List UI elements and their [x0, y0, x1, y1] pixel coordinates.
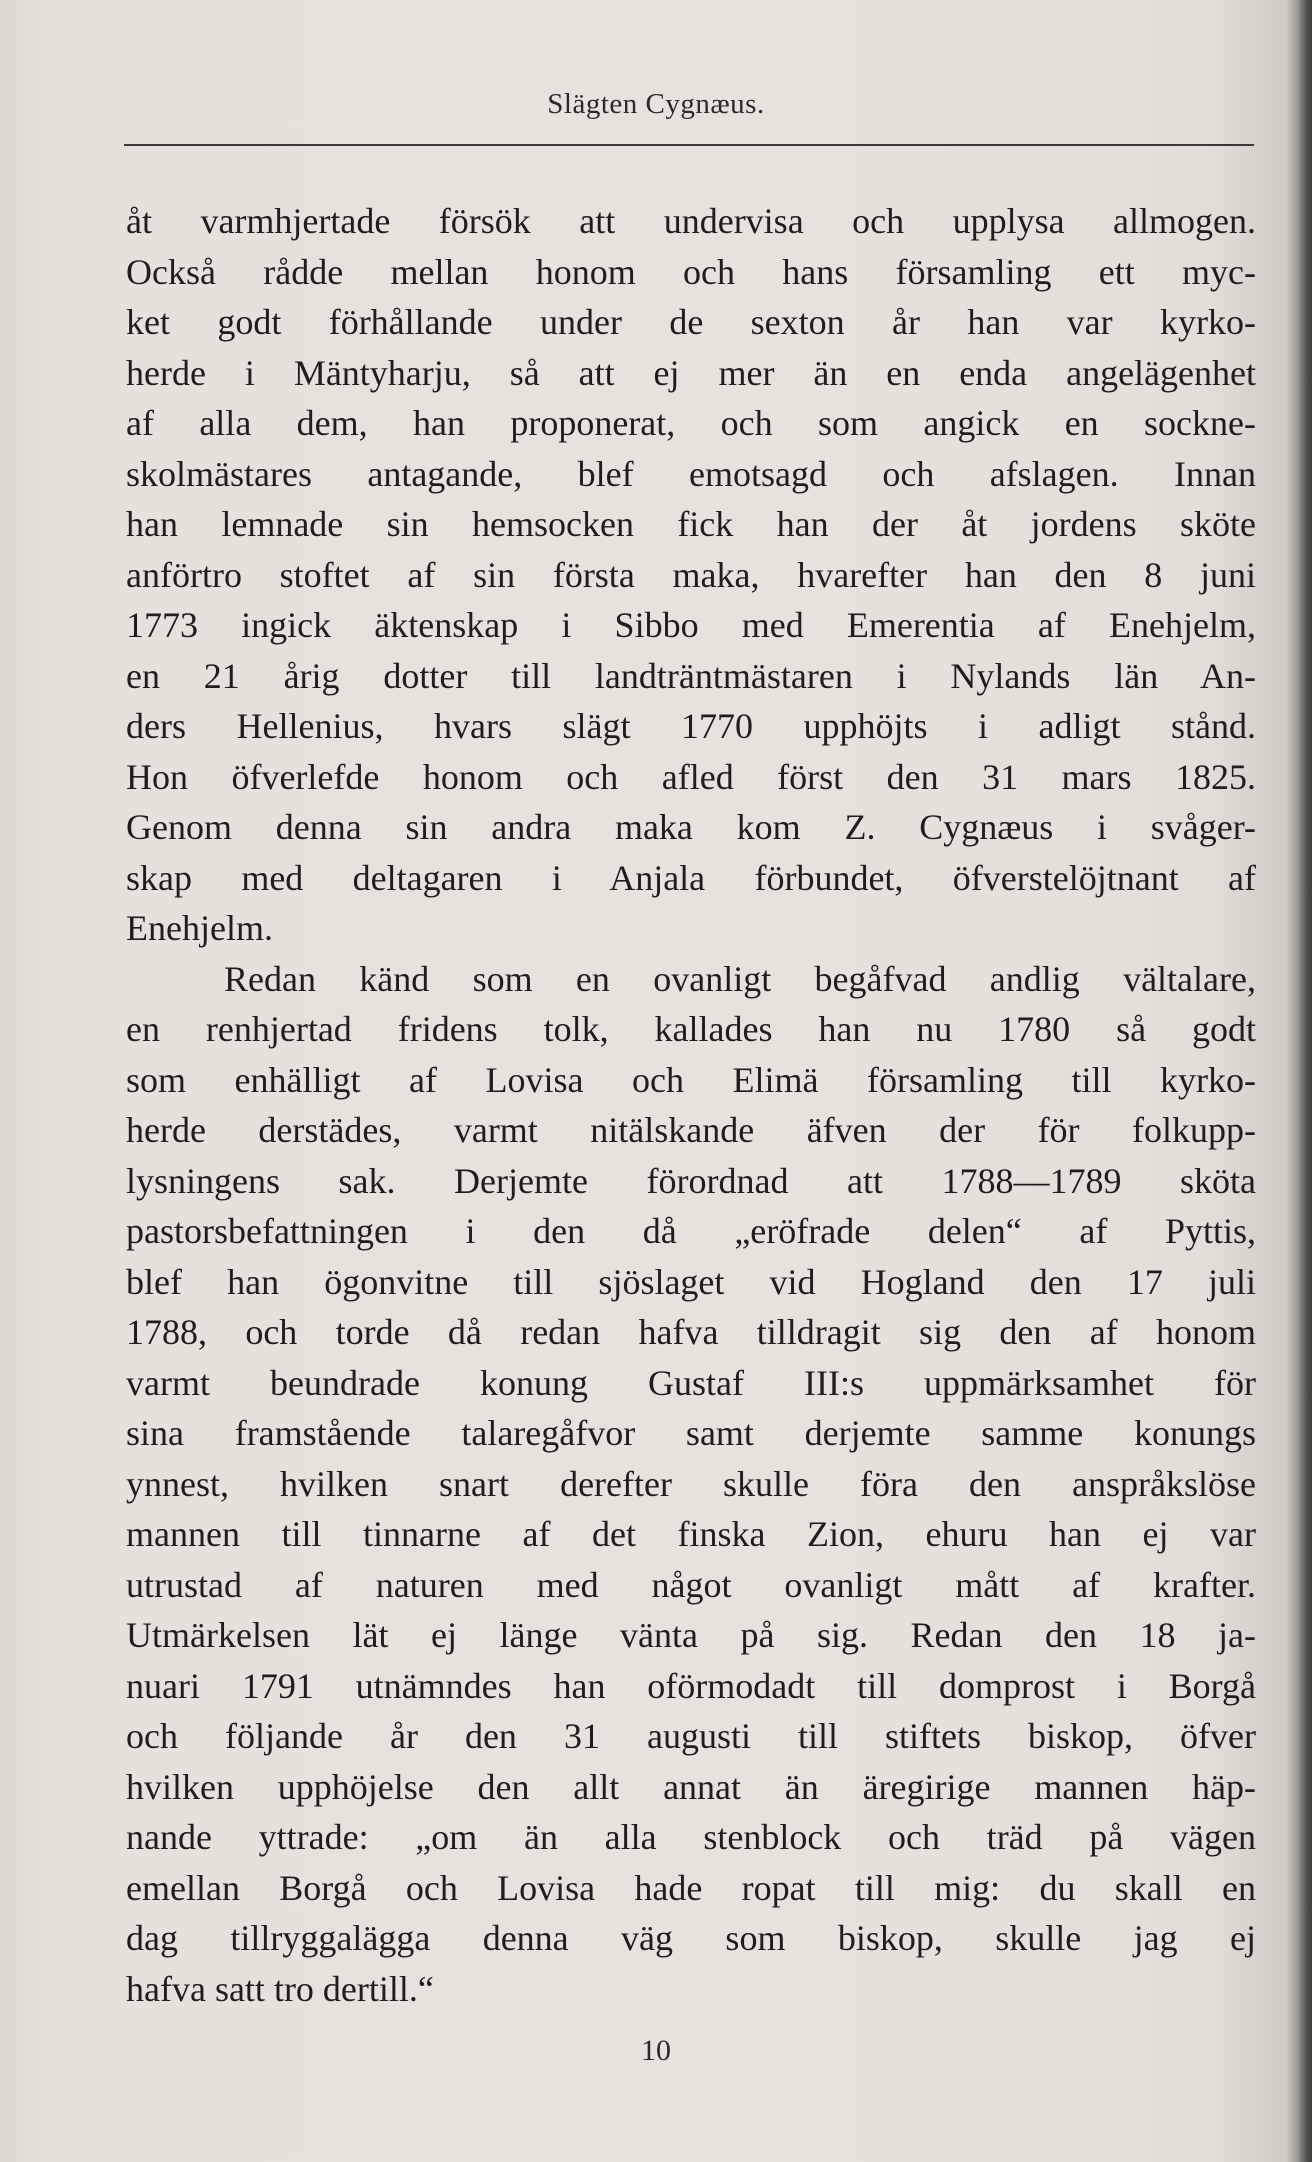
- text-line: Genom denna sin andra maka kom Z. Cygnæus i svåger-: [126, 807, 1256, 847]
- text-line: dag tillryggalägga denna väg som biskop, skulle jag ej: [126, 1918, 1256, 1958]
- text-line: Hon öfverlefde honom och afled först den 31 mars 1825.: [126, 756, 1256, 797]
- text-line: pastorsbefattningen i den då „eröfrade delen“ af Pyttis,: [126, 1211, 1256, 1251]
- text-line: åt varmhjertade försök att undervisa och upplysa allmogen.: [126, 201, 1256, 241]
- page-number: 10: [641, 2034, 671, 2067]
- paragraph-first-line: Redan känd som en ovanligt begåfvad andlig vältalare,: [224, 958, 1256, 999]
- body-text: [126, 196, 1256, 2014]
- page-edge-shadow: [1298, 0, 1312, 2162]
- text-line: varmt beundrade konung Gustaf III:s uppmärksamhet för: [126, 1362, 1256, 1403]
- text-line: ders Hellenius, hvars slägt 1770 upphöjts i adligt stånd.: [126, 706, 1256, 746]
- text-line: mannen till tinnarne af det finska Zion, ehuru han ej var: [126, 1514, 1256, 1554]
- text-line: herde i Mäntyharju, så att ej mer än en enda angelägenhet: [126, 352, 1256, 393]
- text-line: han lemnade sin hemsocken fick han der åt jordens sköte: [126, 504, 1256, 544]
- text-line: nande yttrade: „om än alla stenblock och träd på vägen: [126, 1817, 1256, 1857]
- text-line: emellan Borgå och Lovisa hade ropat till mig: du skall en: [126, 1867, 1256, 1908]
- text-line: skolmästares antagande, blef emotsagd och afslagen. Innan: [126, 453, 1256, 494]
- text-line: nuari 1791 utnämndes han oförmodadt till domprost i Borgå: [126, 1665, 1256, 1706]
- text-line: 1788, och torde då redan hafva tilldragit sig den af honom: [126, 1312, 1256, 1352]
- text-line: hvilken upphöjelse den allt annat än äregirige mannen häp-: [126, 1766, 1256, 1807]
- paragraph-end-line: Enehjelm.: [126, 908, 273, 948]
- text-line: en 21 årig dotter till landträntmästaren i Nylands län An-: [126, 655, 1256, 696]
- text-line: som enhälligt af Lovisa och Elimä församling till kyrko-: [126, 1059, 1256, 1100]
- text-line: ynnest, hvilken snart derefter skulle föra den anspråkslöse: [126, 1463, 1256, 1504]
- text-line: Också rådde mellan honom och hans församling ett myc-: [126, 251, 1256, 292]
- text-line: en renhjertad fridens tolk, kallades han nu 1780 så godt: [126, 1009, 1256, 1049]
- text-line: Utmärkelsen lät ej länge vänta på sig. Redan den 18 ja-: [126, 1615, 1256, 1655]
- text-line: ket godt förhållande under de sexton år han var kyrko-: [126, 302, 1256, 342]
- text-line: herde derstädes, varmt nitälskande äfven der för folkupp-: [126, 1110, 1256, 1150]
- text-line: af alla dem, han proponerat, och som angick en sockne-: [126, 403, 1256, 443]
- text-line: lysningens sak. Derjemte förordnad att 1788—1789 sköta: [126, 1160, 1256, 1201]
- text-line: utrustad af naturen med något ovanligt mått af krafter.: [126, 1564, 1256, 1605]
- text-line: skap med deltagaren i Anjala förbundet, öfverstelöjtnant af: [126, 857, 1256, 898]
- paragraph-end-line: hafva satt tro dertill.“: [126, 1968, 434, 2009]
- text-line: anförtro stoftet af sin första maka, hvarefter han den 8 juni: [126, 554, 1256, 595]
- running-head: Slägten Cygnæus.: [547, 88, 765, 120]
- text-line: 1773 ingick äktenskap i Sibbo med Emerentia af Enehjelm,: [126, 605, 1256, 645]
- header-rule: [124, 144, 1254, 146]
- text-line: sina framstående talaregåfvor samt derjemte samme konungs: [126, 1413, 1256, 1453]
- text-line: och följande år den 31 augusti till stiftets biskop, öfver: [126, 1716, 1256, 1756]
- text-line: blef han ögonvitne till sjöslaget vid Hogland den 17 juli: [126, 1261, 1256, 1302]
